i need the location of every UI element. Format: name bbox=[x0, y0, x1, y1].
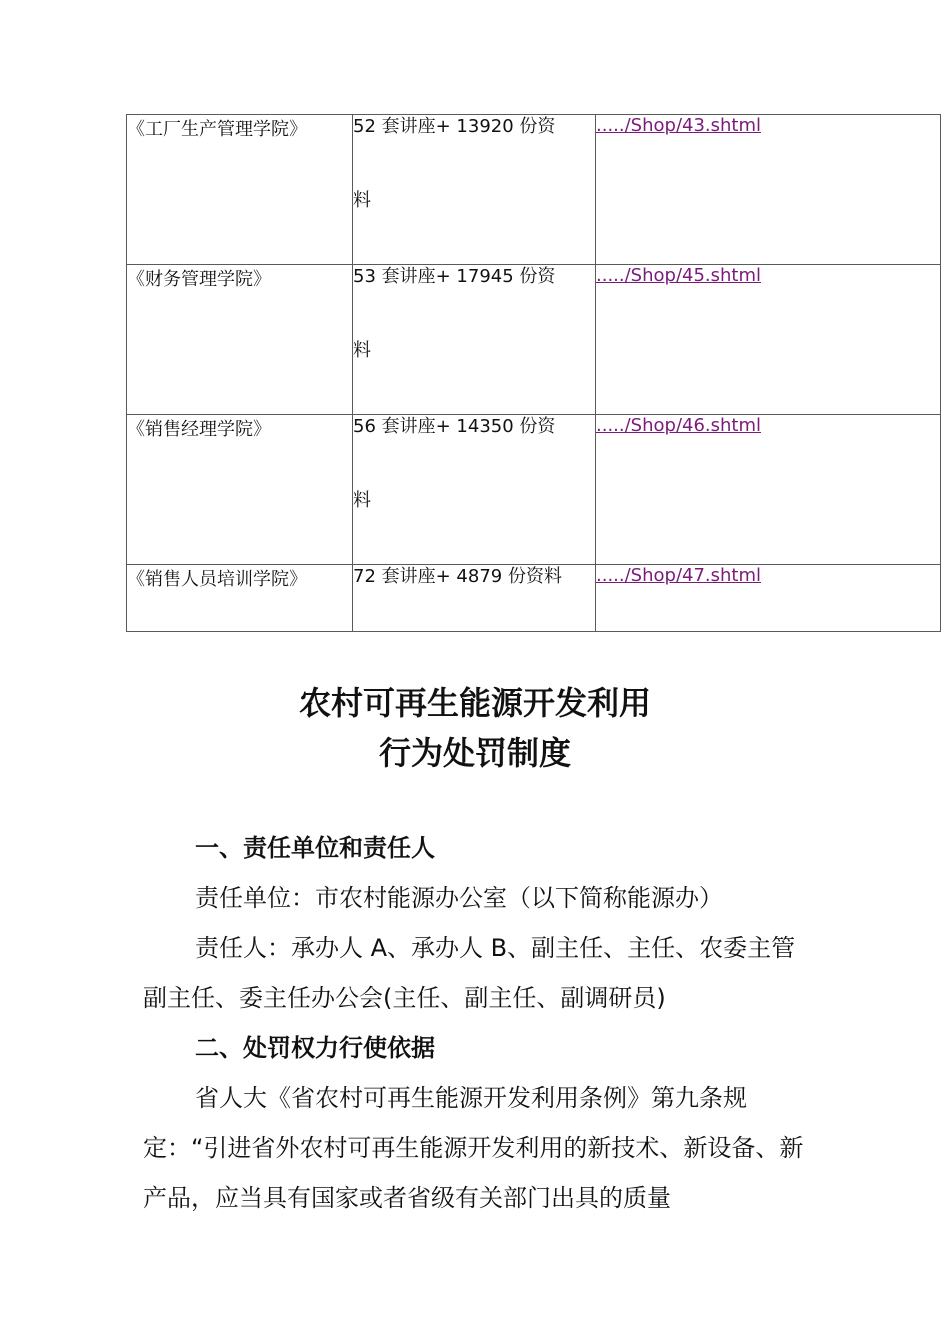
section1-unit: 责任单位：市农村能源办公室（以下简称能源办） bbox=[195, 884, 723, 912]
course-link-cell bbox=[596, 115, 941, 265]
doc-title-line2: 行为处罚制度 bbox=[378, 734, 571, 772]
doc-title-line1: 农村可再生能源开发利用 bbox=[298, 684, 651, 722]
course-link-cell bbox=[596, 565, 941, 632]
course-count-line1: 52 套讲座+ 13920 份资 bbox=[353, 116, 556, 137]
course-count-line2: 料 bbox=[353, 340, 371, 361]
course-name: 《销售人员培训学院》 bbox=[127, 565, 353, 632]
section1-heading: 一、责任单位和责任人 bbox=[195, 834, 435, 862]
table-row bbox=[127, 565, 941, 632]
course-count-line2: 料 bbox=[353, 490, 371, 511]
course-count bbox=[353, 565, 596, 632]
section2-text: 省人大《省农村可再生能源开发利用条例》第九条规定：“引进省外农村可再生能源开发利用的新技术、新设备、新产品，应当具有国家或者省级有关部门出具的质量 bbox=[143, 1084, 804, 1212]
section1-person: 责任人：承办人 A、承办人 B、副主任、主任、农委主管副主任、委主任办公会(主任、副主任、副调研员) bbox=[143, 934, 796, 1012]
course-count bbox=[353, 415, 596, 565]
course-link[interactable]: ...../Shop/46.shtml bbox=[596, 415, 762, 436]
table-row bbox=[127, 265, 941, 415]
section2-heading: 二、处罚权力行使依据 bbox=[195, 1034, 435, 1062]
course-name: 《财务管理学院》 bbox=[127, 265, 353, 415]
course-count bbox=[353, 115, 596, 265]
course-link-cell bbox=[596, 265, 941, 415]
course-link[interactable]: ...../Shop/47.shtml bbox=[596, 565, 762, 586]
course-count-line1: 56 套讲座+ 14350 份资 bbox=[353, 416, 556, 437]
course-count bbox=[353, 265, 596, 415]
table-row bbox=[127, 115, 941, 265]
course-name: 《销售经理学院》 bbox=[127, 415, 353, 565]
doc-body bbox=[143, 823, 808, 1223]
course-count-line1: 72 套讲座+ 4879 份资料 bbox=[353, 566, 562, 587]
course-name: 《工厂生产管理学院》 bbox=[127, 115, 353, 265]
course-count-line2: 料 bbox=[353, 190, 371, 211]
course-table bbox=[126, 114, 941, 632]
course-link[interactable]: ...../Shop/43.shtml bbox=[596, 115, 762, 136]
table-row bbox=[127, 415, 941, 565]
course-count-line1: 53 套讲座+ 17945 份资 bbox=[353, 266, 556, 287]
course-link-cell bbox=[596, 415, 941, 565]
course-link[interactable]: ...../Shop/45.shtml bbox=[596, 265, 762, 286]
